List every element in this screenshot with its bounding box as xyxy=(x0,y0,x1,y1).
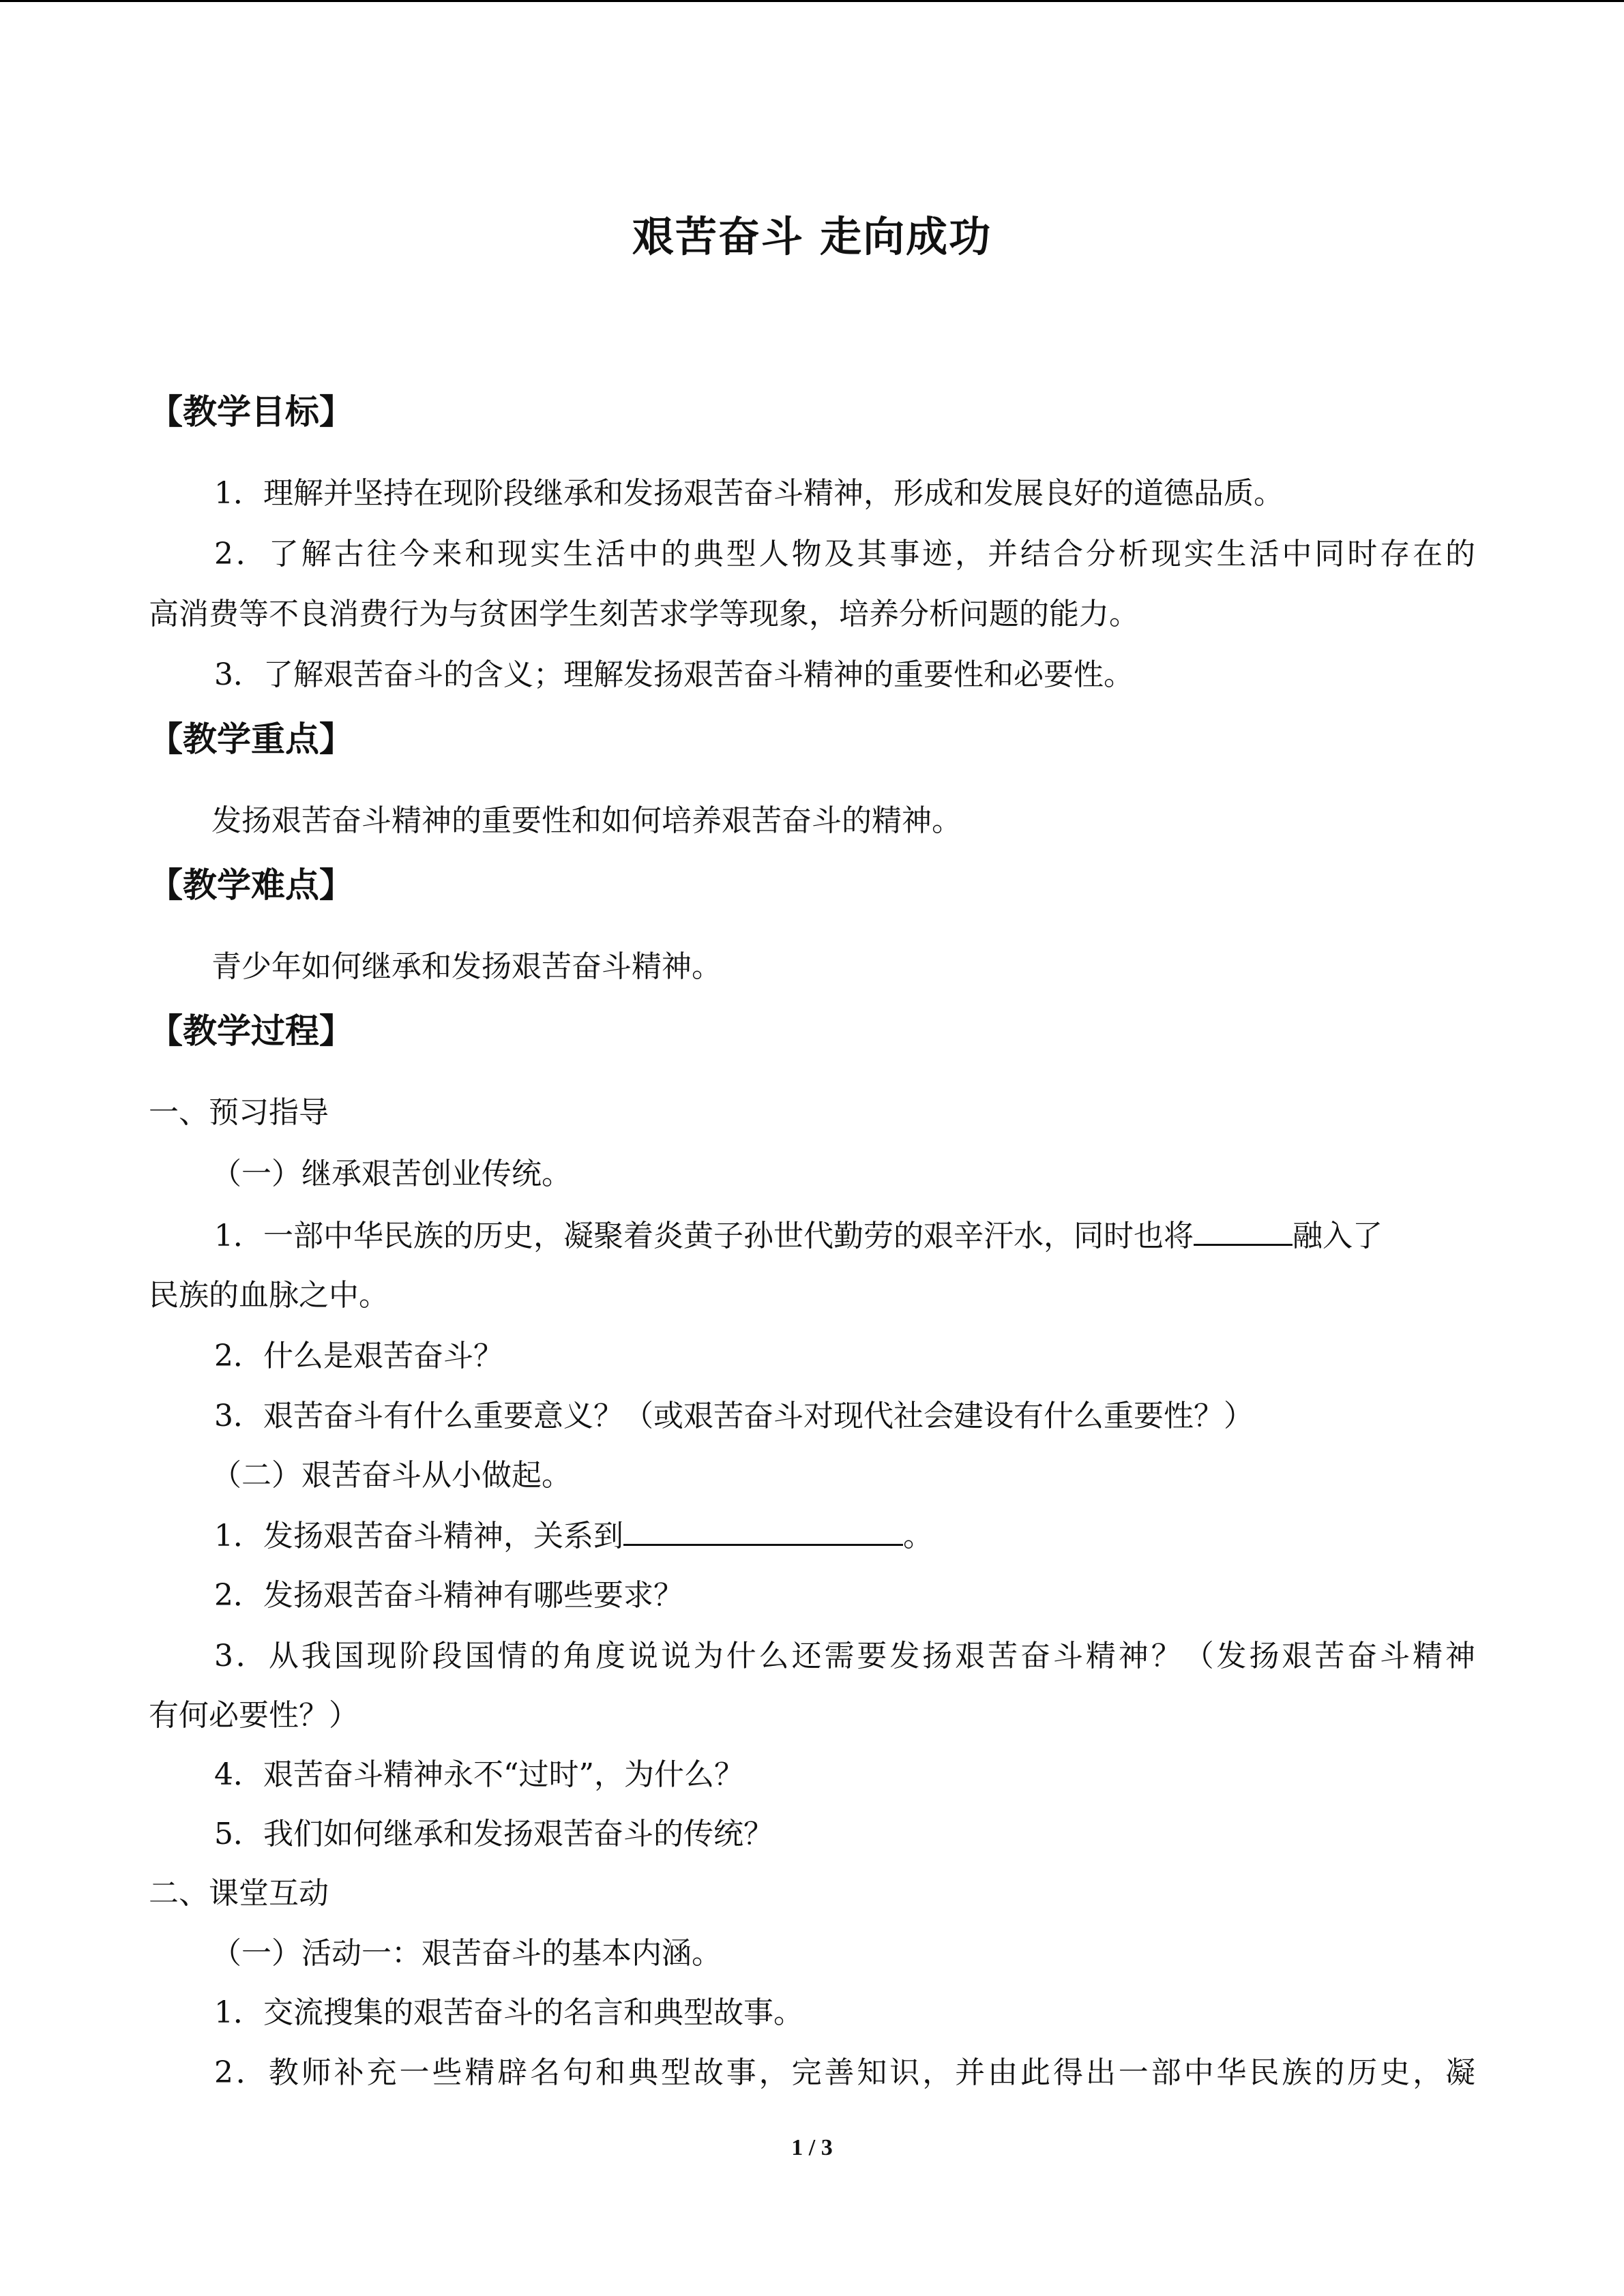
key-points-text: 发扬艰苦奋斗精神的重要性和如何培养艰苦奋斗的精神。 xyxy=(211,803,962,838)
practice-question-1-end: 。 xyxy=(903,1519,933,1553)
process-heading: 【教学过程】 xyxy=(149,1011,353,1051)
preview-question-3: 3．艰苦奋斗有什么重要意义？（或艰苦奋斗对现代社会建设有什么重要性？） xyxy=(214,1399,1254,1433)
practice-question-3-line-2: 有何必要性？） xyxy=(149,1698,359,1733)
part-2-title: 二、课堂互动 xyxy=(149,1876,329,1911)
activity-item-1: 1．交流搜集的艰苦奋斗的名言和典型故事。 xyxy=(214,1995,803,2030)
fill-in-blank-2 xyxy=(623,1515,903,1546)
practice-question-5: 5．我们如何继承和发扬艰苦奋斗的传统？ xyxy=(214,1817,773,1851)
page-number: 1 / 3 xyxy=(791,2135,833,2160)
objectives-heading: 【教学目标】 xyxy=(149,392,353,432)
difficulties-heading: 【教学难点】 xyxy=(149,865,353,905)
fill-in-blank-1 xyxy=(1194,1215,1293,1246)
practice-question-3-line-1: 3．从我国现阶段国情的角度说说为什么还需要发扬艰苦奋斗精神？（发扬艰苦奋斗精神 xyxy=(214,1639,1475,1673)
practice-question-1 xyxy=(214,1515,933,1557)
objective-item-2-line-2: 高消费等不良消费行为与贫困学生刻苦求学等现象，培养分析问题的能力。 xyxy=(149,597,1139,631)
question-1-text-before: 1．一部中华民族的历史，凝聚着炎黄子孙世代勤劳的艰辛汗水，同时也将 xyxy=(214,1219,1194,1253)
part-1-title: 一、预习指导 xyxy=(149,1095,329,1130)
objective-item-3: 3．了解艰苦奋斗的含义；理解发扬艰苦奋斗精神的重要性和必要性。 xyxy=(214,657,1134,692)
difficulties-text: 青少年如何继承和发扬艰苦奋斗精神。 xyxy=(211,949,722,984)
practice-question-4: 4．艰苦奋斗精神永不“过时”，为什么？ xyxy=(214,1757,744,1792)
part-1-subsection-1: （一）继承艰苦创业传统。 xyxy=(211,1157,572,1191)
part-1-subsection-2: （二）艰苦奋斗从小做起。 xyxy=(211,1458,572,1493)
part-2-subsection-1: （一）活动一：艰苦奋斗的基本内涵。 xyxy=(211,1936,722,1971)
preview-question-1-line-2: 民族的血脉之中。 xyxy=(149,1278,389,1313)
objective-item-2-line-1: 2．了解古往今来和现实生活中的典型人物及其事迹，并结合分析现实生活中同时存在的 xyxy=(214,537,1475,571)
objective-item-1: 1．理解并坚持在现阶段继承和发扬艰苦奋斗精神，形成和发展良好的道德品质。 xyxy=(214,476,1284,511)
practice-question-1-text: 1．发扬艰苦奋斗精神，关系到 xyxy=(214,1519,623,1553)
practice-question-2: 2．发扬艰苦奋斗精神有哪些要求？ xyxy=(214,1578,683,1613)
activity-item-2: 2．教师补充一些精辟名句和典型故事，完善知识，并由此得出一部中华民族的历史，凝 xyxy=(214,2055,1475,2090)
preview-question-1-line-1 xyxy=(214,1215,1383,1257)
top-border-line xyxy=(0,0,1624,2)
key-points-heading: 【教学重点】 xyxy=(149,719,353,759)
preview-question-2: 2．什么是艰苦奋斗？ xyxy=(214,1339,503,1373)
document-title: 艰苦奋斗 走向成功 xyxy=(632,213,992,261)
question-1-text-after: 融入了 xyxy=(1293,1219,1383,1253)
